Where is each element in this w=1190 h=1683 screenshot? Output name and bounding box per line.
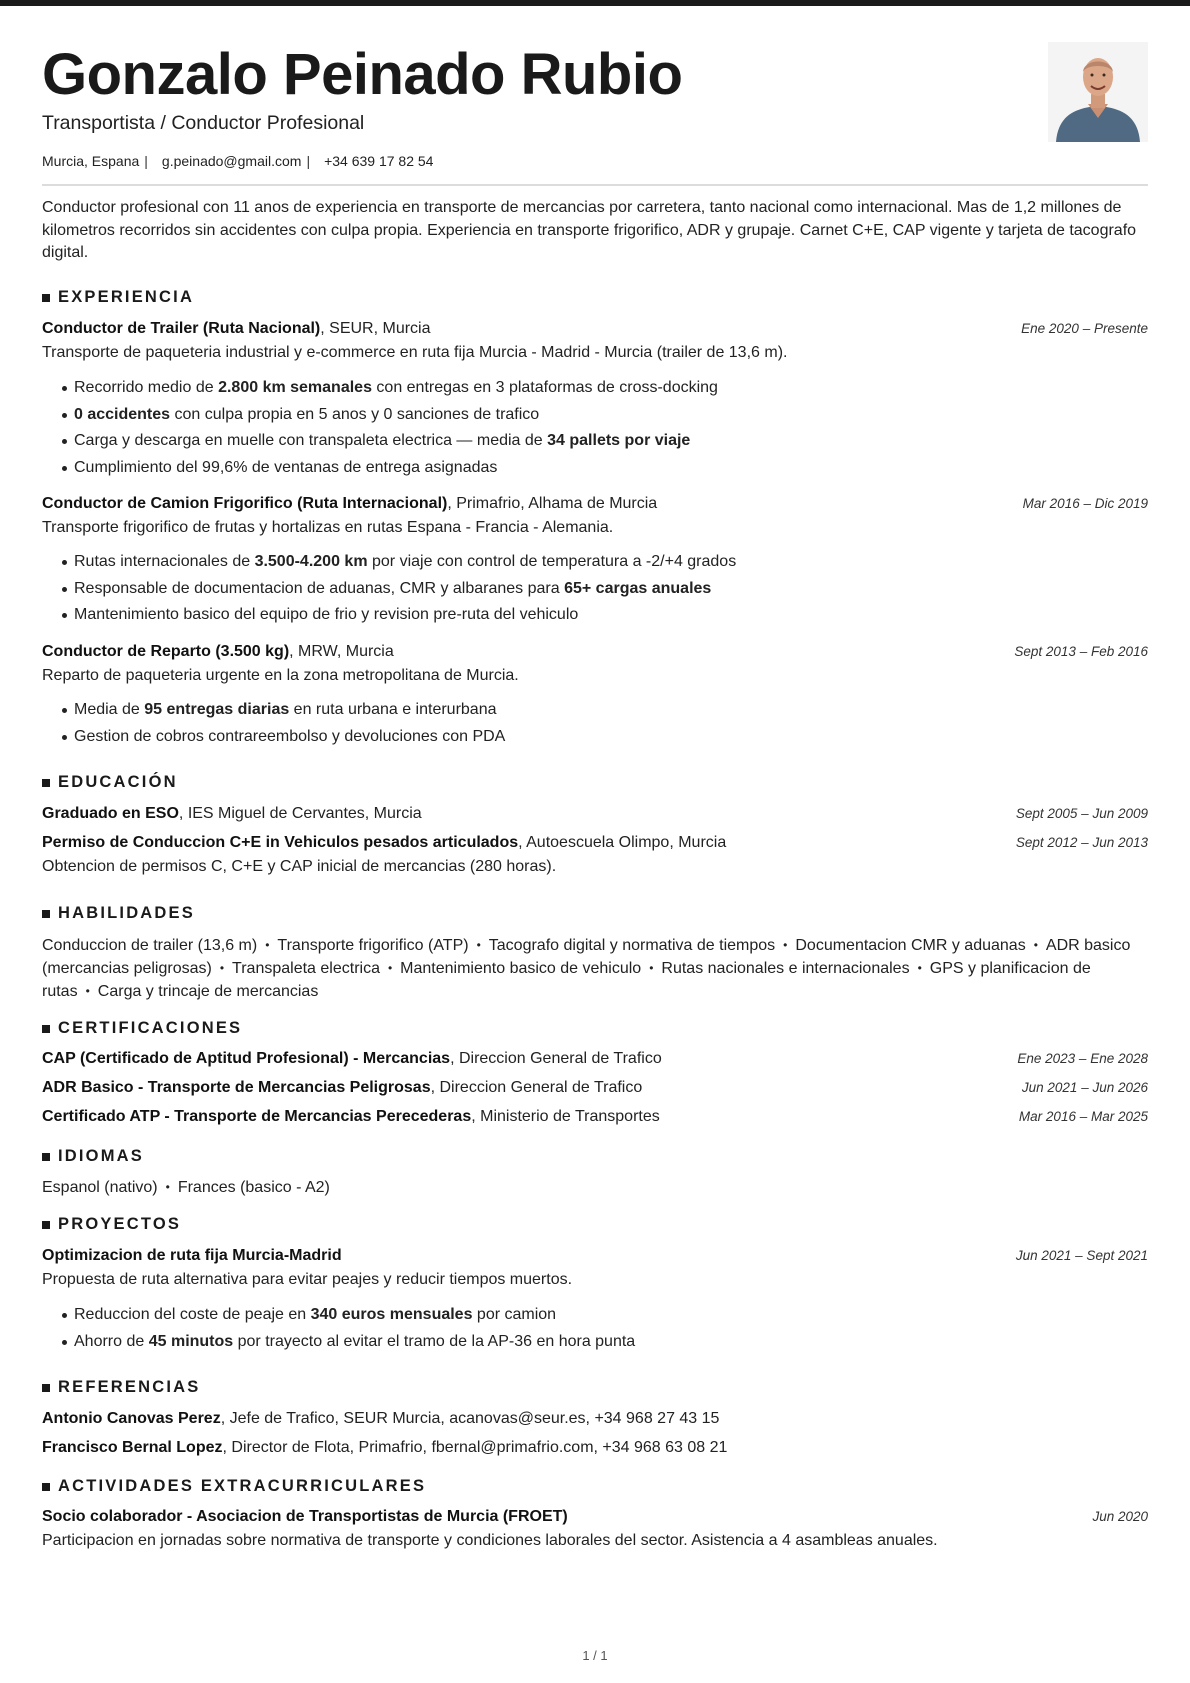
skill-item: ADR basico (mercancias peligrosas) [42, 937, 1131, 977]
school-name: , IES Miguel de Cervantes, Murcia [178, 805, 422, 822]
certification-date: Ene 2023 – Ene 2028 [1017, 1051, 1148, 1066]
resume-header [42, 0, 1148, 186]
square-bullet-icon [42, 1384, 50, 1392]
job-description: Transporte de paqueteria industrial y e-commerce en ruta fija Murcia - Madrid - Murcia (trailer de 13,6 m). [42, 344, 788, 361]
section-heading-languages [42, 1147, 144, 1166]
profile-photo-icon [1048, 42, 1148, 142]
bullet-item: Reduccion del coste de peaje en 340 euros mensuales por camion [74, 1302, 635, 1329]
reference-entry [42, 1437, 1148, 1459]
language-item: Frances (basico - A2) [177, 1179, 330, 1196]
reference-details: , Director de Flota, Primafrio, fbernal@primafrio.com, +34 968 63 08 21 [222, 1439, 728, 1456]
section-title: CERTIFICACIONES [58, 1019, 243, 1037]
degree-name: Graduado en ESO [42, 805, 179, 822]
bullet-item: Gestion de cobros contrareembolso y devoluciones con PDA [74, 724, 505, 751]
candidate-role: Transportista / Conductor Profesional [42, 112, 365, 134]
job-position: Conductor de Trailer (Ruta Nacional) [42, 320, 321, 337]
bullet-item: Responsable de documentacion de aduanas, CMR y albaranes para 65+ cargas anuales [74, 576, 736, 603]
skills-list: Conduccion de trailer (13,6 m) • Transporte frigorifico (ATP) • Tacografo digital y normativa de tiempos • Documentacion CMR y aduanas • ADR basico (mercancias peligrosas) • Transpaleta electrica • Mantenimiento basico de vehiculo • Rutas nacionales e internacionales • GPS y planificacion de rutas • Carga y trincaje de mercancias [42, 937, 1131, 1000]
job-bullets [74, 549, 736, 629]
certification-date: Mar 2016 – Mar 2025 [1018, 1109, 1148, 1124]
education-entry [42, 832, 1148, 854]
job-position: Conductor de Camion Frigorifico (Ruta Internacional) [42, 495, 448, 512]
bullet-item: Ahorro de 45 minutos por trayecto al evitar el tramo de la AP-36 en hora punta [74, 1329, 635, 1356]
project-description: Propuesta de ruta alternativa para evitar peajes y reducir tiempos muertos. [42, 1271, 573, 1288]
square-bullet-icon [42, 294, 50, 302]
education-date: Sept 2012 – Jun 2013 [1015, 835, 1148, 850]
project-date: Jun 2021 – Sept 2021 [1015, 1248, 1148, 1263]
education-date: Sept 2005 – Jun 2009 [1015, 806, 1148, 821]
bullet-item: Recorrido medio de 2.800 km semanales con entregas en 3 plataformas de cross-docking [74, 375, 718, 402]
activity-date: Jun 2020 [1092, 1509, 1148, 1524]
experience-entry [42, 641, 1148, 663]
reference-name: Antonio Canovas Perez [42, 1410, 221, 1427]
certification-name: CAP (Certificado de Aptitud Profesional) - Mercancias [42, 1050, 451, 1067]
square-bullet-icon [42, 1153, 50, 1161]
job-organization: , MRW, Murcia [289, 643, 394, 660]
bullet-item: Mantenimiento basico del equipo de frio y revision pre-ruta del vehiculo [74, 602, 736, 629]
candidate-name: Gonzalo Peinado Rubio [42, 42, 683, 107]
bullet-item: Cumplimiento del 99,6% de ventanas de entrega asignadas [74, 455, 718, 482]
bullet-item: 0 accidentes con culpa propia en 5 anos y 0 sanciones de trafico [74, 402, 718, 429]
activity-name: Socio colaborador - Asociacion de Transportistas de Murcia (FROET) [42, 1508, 568, 1525]
section-heading-certifications [42, 1019, 242, 1038]
professional-summary: Conductor profesional con 11 anos de experiencia en transporte de mercancias por carretera, tanto nacional como internacional. Mas de 1,2 millones de kilometros recorridos sin accidentes con culpa propia. Experiencia en transporte frigorifico, ADR y grupaje. Carnet C+E, CAP vigente y tarjeta de tacografo digital. [42, 199, 1137, 261]
skill-item: Tacografo digital y normativa de tiempos [488, 937, 776, 954]
certification-entry [42, 1048, 1148, 1070]
section-title: EDUCACIÓN [58, 773, 178, 791]
bullet-item: Carga y descarga en muelle con transpaleta electrica — media de 34 pallets por viaje [74, 428, 718, 455]
contact-separator: | [306, 153, 311, 169]
section-heading-skills [42, 904, 195, 923]
experience-entry [42, 318, 1148, 340]
job-organization: , SEUR, Murcia [320, 320, 431, 337]
job-date: Ene 2020 – Presente [1021, 321, 1148, 336]
job-position: Conductor de Reparto (3.500 kg) [42, 643, 290, 660]
skill-item: Documentacion CMR y aduanas [795, 937, 1026, 954]
skill-item: Mantenimiento basico de vehiculo [400, 960, 642, 977]
square-bullet-icon [42, 1483, 50, 1491]
education-entry [42, 803, 1148, 825]
degree-name: Permiso de Conduccion C+E in Vehiculos pesados articulados [42, 834, 519, 851]
certification-entry [42, 1106, 1148, 1128]
contact-line [42, 151, 433, 171]
job-date: Sept 2013 – Feb 2016 [1014, 644, 1148, 659]
bullet-item: Media de 95 entregas diarias en ruta urbana e interurbana [74, 697, 505, 724]
skill-item: Transpaleta electrica [232, 960, 380, 977]
skill-item: GPS y planificacion de rutas [42, 960, 1091, 1000]
contact-phone: +34 639 17 82 54 [324, 153, 434, 169]
skill-item: Carga y trincaje de mercancias [97, 983, 319, 1000]
contact-email[interactable]: g.peinado@gmail.com [161, 153, 302, 169]
reference-entry [42, 1408, 1148, 1430]
job-date: Mar 2016 – Dic 2019 [1022, 496, 1148, 511]
languages-list: Espanol (nativo) • Frances (basico - A2) [42, 1179, 330, 1196]
section-heading-extracurricular [42, 1477, 426, 1496]
project-bullets [74, 1302, 635, 1355]
square-bullet-icon [42, 1025, 50, 1033]
school-name: , Autoescuela Olimpo, Murcia [518, 834, 727, 851]
resume-page [42, 0, 1148, 1549]
bullet-item: Rutas internacionales de 3.500-4.200 km por viaje con control de temperatura a -2/+4 grados [74, 549, 736, 576]
section-heading-projects [42, 1215, 181, 1234]
certification-date: Jun 2021 – Jun 2026 [1021, 1080, 1148, 1095]
reference-name: Francisco Bernal Lopez [42, 1439, 223, 1456]
contact-separator: | [144, 153, 148, 169]
section-title: PROYECTOS [58, 1215, 182, 1233]
job-description: Transporte frigorifico de frutas y hortalizas en rutas Espana - Francia - Alemania. [42, 519, 614, 536]
section-heading-references [42, 1378, 200, 1397]
section-heading-experience [42, 288, 194, 307]
activity-description: Participacion en jornadas sobre normativa de transporte y condiciones laborales del sector. Asistencia a 4 asambleas anuales. [42, 1532, 938, 1549]
page-indicator: 1 / 1 [582, 1648, 608, 1663]
reference-details: , Jefe de Trafico, SEUR Murcia, acanovas@seur.es, +34 968 27 43 15 [220, 1410, 720, 1427]
section-title: IDIOMAS [58, 1147, 144, 1165]
section-title: REFERENCIAS [58, 1378, 201, 1396]
project-name: Optimizacion de ruta fija Murcia-Madrid [42, 1247, 342, 1264]
skill-item: Rutas nacionales e internacionales [661, 960, 910, 977]
education-description: Obtencion de permisos C, C+E y CAP inicial de mercancias (280 horas). [42, 858, 557, 875]
skill-item: Transporte frigorifico (ATP) [277, 937, 469, 954]
experience-entry [42, 493, 1148, 515]
certification-name: Certificado ATP - Transporte de Mercancias Perecederas [42, 1108, 472, 1125]
job-bullets [74, 375, 718, 481]
section-heading-education [42, 773, 178, 792]
certification-entry [42, 1077, 1148, 1099]
certification-issuer: , Direccion General de Trafico [430, 1079, 643, 1096]
section-title: HABILIDADES [58, 904, 195, 922]
language-item: Espanol (nativo) [42, 1179, 158, 1196]
project-entry [42, 1245, 1148, 1267]
profile-photo [1048, 42, 1148, 142]
job-organization: , Primafrio, Alhama de Murcia [447, 495, 658, 512]
section-title: EXPERIENCIA [58, 288, 195, 306]
certification-issuer: , Ministerio de Transportes [471, 1108, 660, 1125]
skill-item: Conduccion de trailer (13,6 m) [42, 937, 258, 954]
activity-entry [42, 1506, 1148, 1528]
contact-location: Murcia, Espana [42, 153, 140, 169]
square-bullet-icon [42, 1221, 50, 1229]
square-bullet-icon [42, 779, 50, 787]
certification-issuer: , Direccion General de Trafico [450, 1050, 662, 1067]
section-title: ACTIVIDADES EXTRACURRICULARES [58, 1477, 427, 1495]
certification-name: ADR Basico - Transporte de Mercancias Peligrosas [42, 1079, 431, 1096]
job-description: Reparto de paqueteria urgente en la zona metropolitana de Murcia. [42, 667, 519, 684]
job-bullets [74, 697, 505, 750]
square-bullet-icon [42, 910, 50, 918]
